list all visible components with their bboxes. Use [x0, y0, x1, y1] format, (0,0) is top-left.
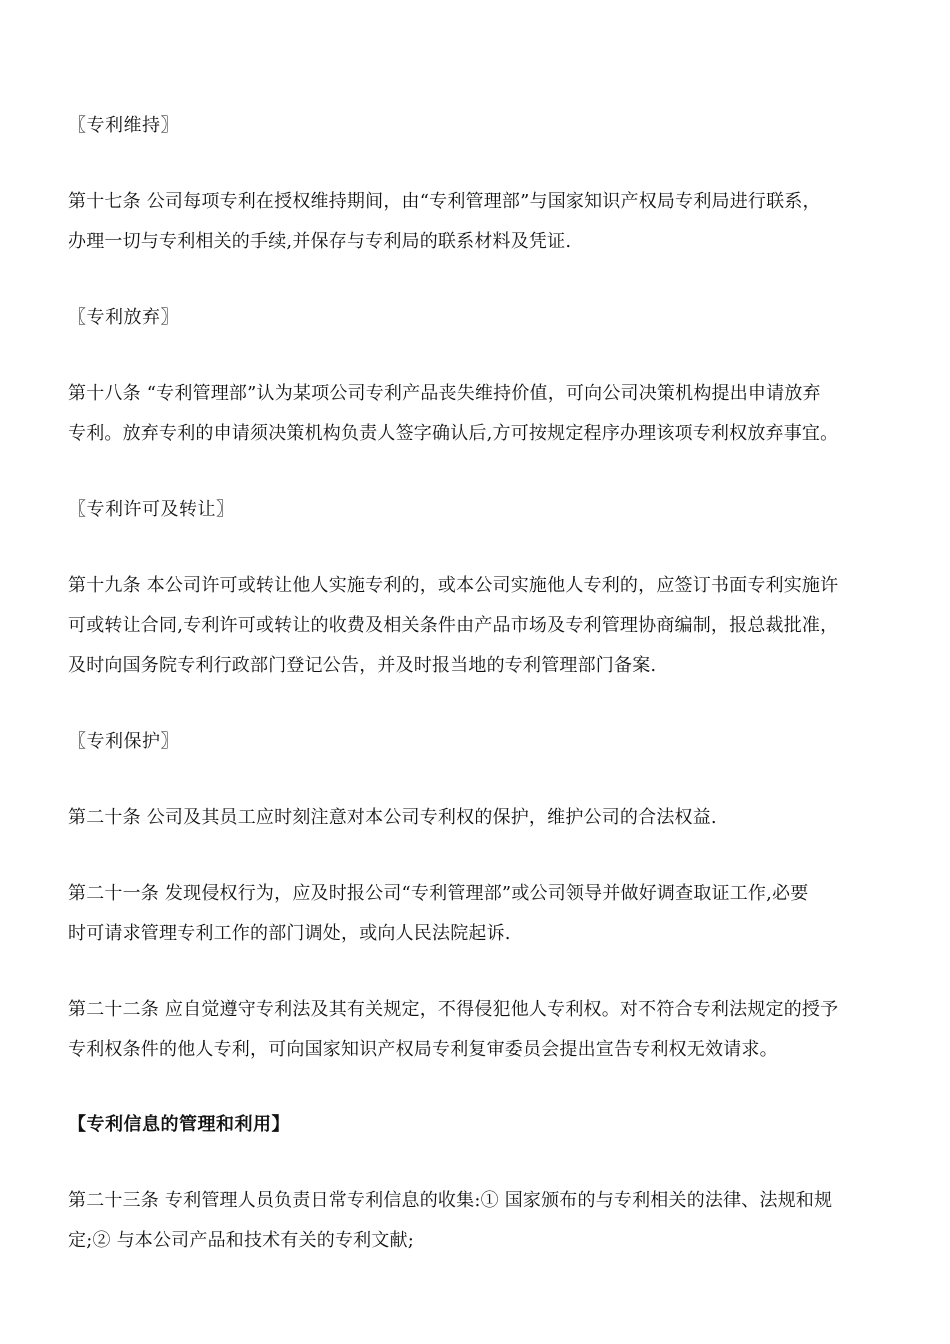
article-19-line-2: 可或转让合同,专利许可或转让的收费及相关条件由产品市场及专利管理协商编制，报总裁批准， — [68, 615, 839, 636]
article-22-line-1: 第二十二条 应自觉遵守专利法及其有关规定，不得侵犯他人专利权。对不符合专利法规定的授予 — [68, 999, 839, 1020]
article-18-line-1: 第十八条 “专利管理部”认为某项公司专利产品丧失维持价值，可向公司决策机构提出申请放弃 — [68, 383, 821, 404]
article-19-line-1: 第十九条 本公司许可或转让他人实施专利的，或本公司实施他人专利的，应签订书面专利实施许 — [68, 575, 839, 596]
article-23-line-1: 第二十三条 专利管理人员负责日常专利信息的收集:① 国家颁布的与专利相关的法律、法规和规 — [68, 1190, 833, 1211]
section-heading-patent-abandonment: 〖专利放弃〗 — [68, 307, 179, 328]
article-19-line-3: 及时向国务院专利行政部门登记公告，并及时报当地的专利管理部门备案. — [68, 655, 657, 676]
section-heading-patent-information: 【专利信息的管理和利用】 — [68, 1114, 290, 1135]
article-17-line-1: 第十七条 公司每项专利在授权维持期间，由“专利管理部”与国家知识产权局专利局进行联系， — [68, 191, 821, 212]
section-heading-patent-licensing: 〖专利许可及转让〗 — [68, 499, 235, 520]
article-22-line-2: 专利权条件的他人专利，可向国家知识产权局专利复审委员会提出宣告专利权无效请求。 — [68, 1039, 778, 1060]
article-21-line-2: 时可请求管理专利工作的部门调处，或向人民法院起诉. — [68, 923, 511, 944]
article-18-line-2: 专利。放弃专利的申请须决策机构负责人签字确认后,方可按规定程序办理该项专利权放弃事宜。 — [68, 423, 839, 444]
article-21-line-1: 第二十一条 发现侵权行为，应及时报公司“专利管理部”或公司领导并做好调查取证工作,必要 — [68, 883, 809, 904]
article-17-line-2: 办理一切与专利相关的手续,并保存与专利局的联系材料及凭证. — [68, 231, 572, 252]
article-20-line-1: 第二十条 公司及其员工应时刻注意对本公司专利权的保护，维护公司的合法权益. — [68, 807, 717, 828]
article-23-line-2: 定;② 与本公司产品和技术有关的专利文献; — [68, 1230, 415, 1251]
section-heading-patent-protection: 〖专利保护〗 — [68, 731, 179, 752]
section-heading-patent-maintenance: 〖专利维持〗 — [68, 115, 179, 136]
